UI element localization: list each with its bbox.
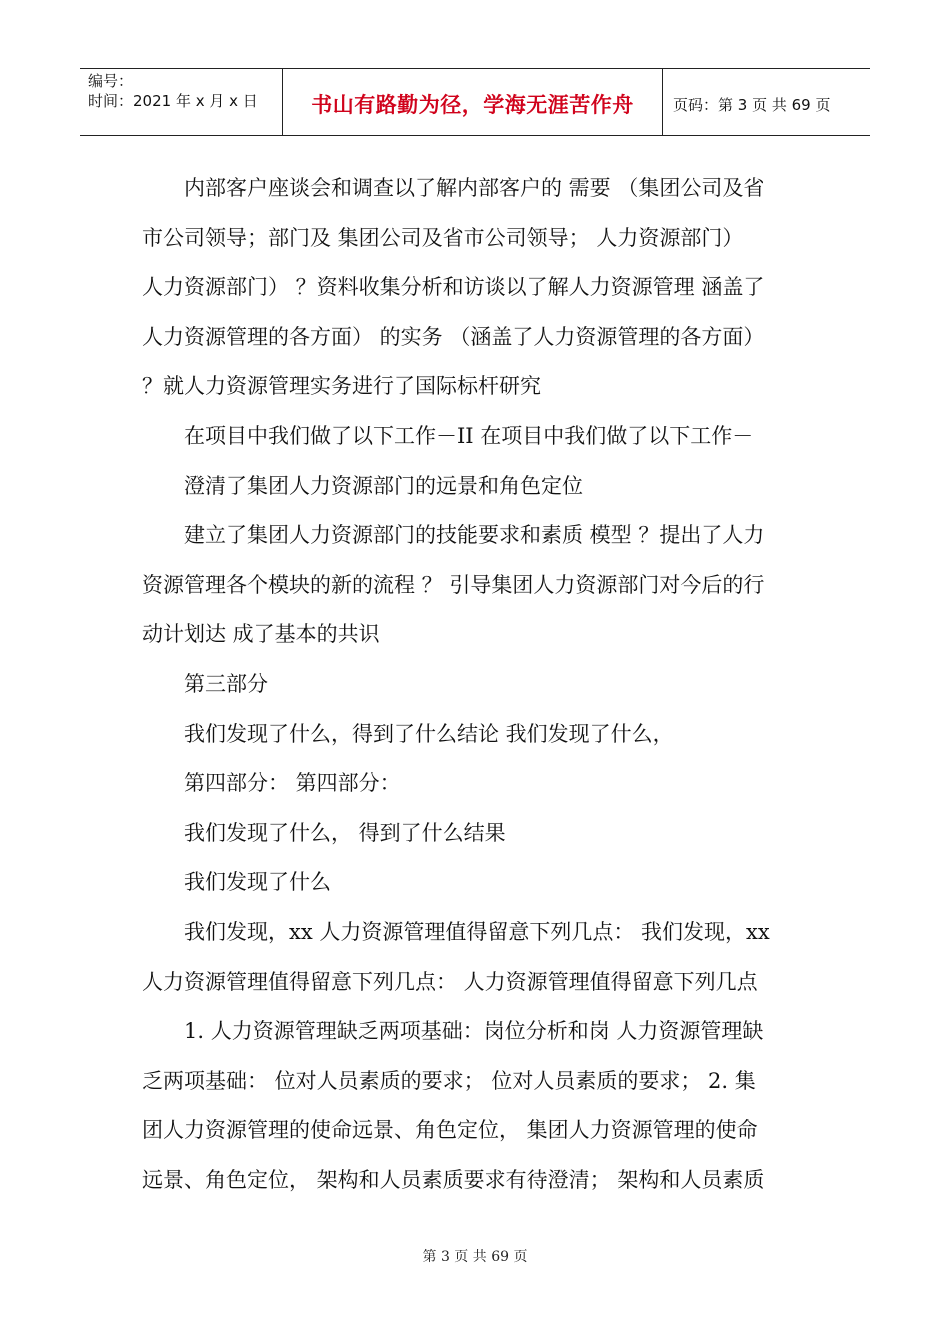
body-line: 我们发现了什么， 得到了什么结果 <box>184 820 506 845</box>
section-heading: 第三部分 <box>184 671 268 696</box>
header-number-label: 编号： <box>88 72 134 90</box>
page-header <box>80 68 870 136</box>
body-line: 资源管理各个模块的新的流程 ？ 引导集团人力资源部门对今后的行 <box>142 572 765 597</box>
page-footer: 第 3 页 共 69 页 <box>422 1249 528 1265</box>
body-line: 我们发现了什么，得到了什么结论 我们发现了什么， <box>184 721 674 746</box>
header-date-label: 时间：2021 年 x 月 x 日 <box>88 92 258 110</box>
body-line: 团人力资源管理的使命远景、角色定位， 集团人力资源管理的使命 <box>142 1118 758 1143</box>
header-page-cell <box>663 69 870 135</box>
header-motto-cell <box>283 69 663 135</box>
body-line: 我们发现，xx 人力资源管理值得留意下列几点： 我们发现，xx <box>184 919 770 944</box>
header-motto: 书山有路勤为径，学海无涯苦作舟 <box>311 93 634 117</box>
document-body <box>142 164 814 1205</box>
body-line: 人力资源管理值得留意下列几点： 人力资源管理值得留意下列几点 <box>142 969 758 994</box>
body-line: 人力资源部门） ？资料收集分析和访谈以了解人力资源管理 涵盖了 <box>142 275 765 300</box>
body-line: 我们发现了什么 <box>184 870 331 895</box>
body-line: 远景、角色定位， 架构和人员素质要求有待澄清； 架构和人员素质 <box>142 1167 765 1192</box>
section-heading: 第四部分： 第四部分： <box>184 771 401 796</box>
body-line: 1. 人力资源管理缺乏两项基础：岗位分析和岗 人力资源管理缺 <box>184 1019 764 1044</box>
body-line: 在项目中我们做了以下工作－II 在项目中我们做了以下工作－ <box>184 423 754 448</box>
body-line: 澄清了集团人力资源部门的远景和角色定位 <box>184 473 583 498</box>
body-line: 内部客户座谈会和调查以了解内部客户的 需要 （集团公司及省 <box>184 176 765 200</box>
body-line: 建立了集团人力资源部门的技能要求和素质 模型 ？提出了人力 <box>184 523 765 548</box>
header-meta-cell <box>80 69 283 135</box>
body-line: 动计划达 成了基本的共识 <box>142 622 380 647</box>
body-line: 人力资源管理的各方面） 的实务 （涵盖了人力资源管理的各方面） <box>142 324 765 349</box>
body-line: 市公司领导；部门及 集团公司及省市公司领导； 人力资源部门） <box>142 225 744 250</box>
header-page-info: 页码：第 3 页 共 69 页 <box>673 95 831 114</box>
body-line: ？就人力资源管理实务进行了国际标杆研究 <box>142 374 541 399</box>
body-line: 乏两项基础： 位对人员素质的要求； 位对人员素质的要求； 2. 集 <box>142 1068 756 1093</box>
